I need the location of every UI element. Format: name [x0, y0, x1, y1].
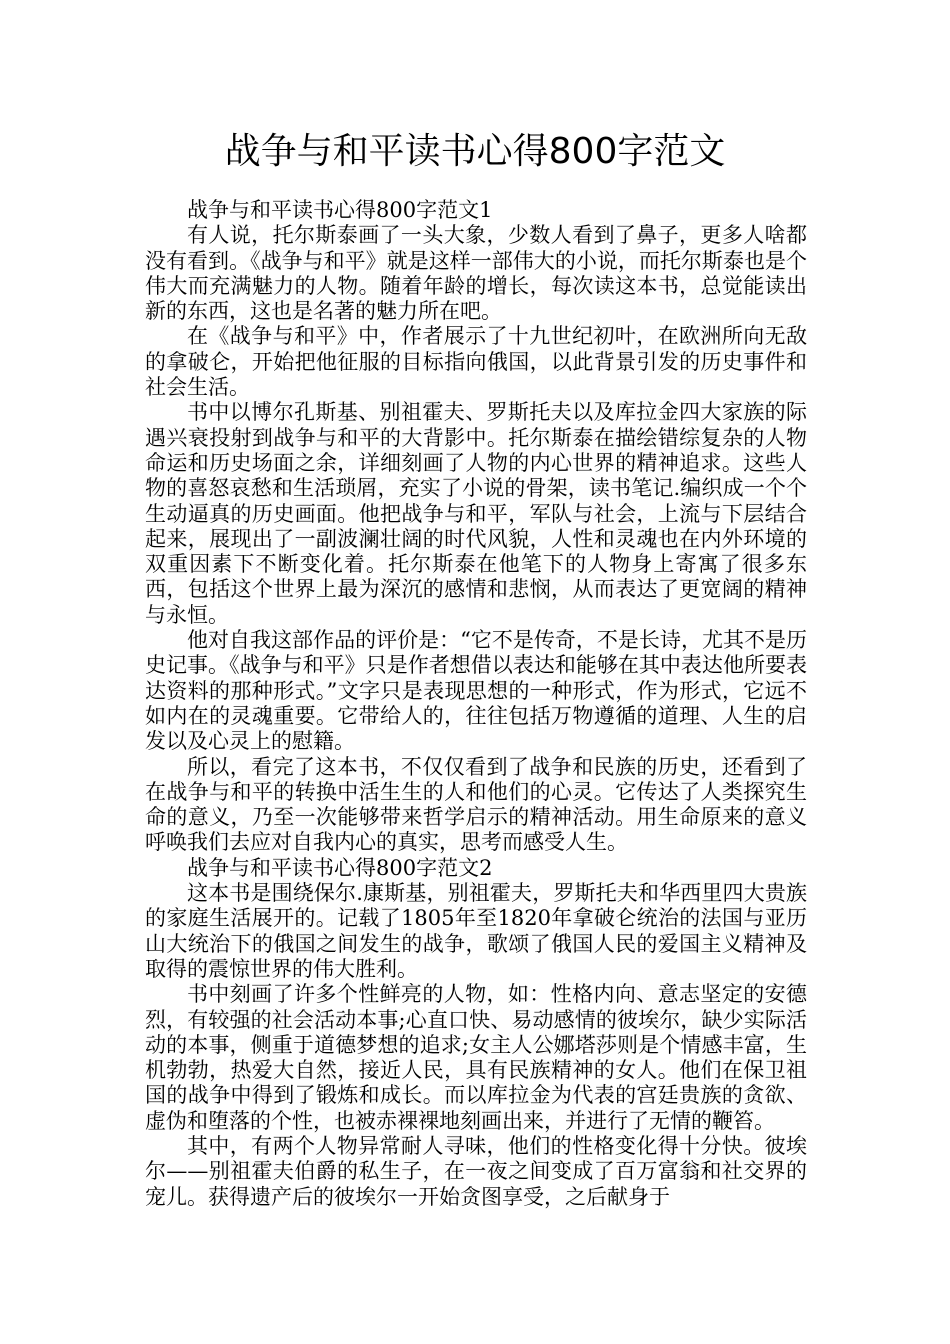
- paragraph: 其中，有两个人物异常耐人寻味，他们的性格变化得十分快。彼埃尔——别祖霍夫伯爵的私生子，在一夜之间变成了百万富翁和社交界的宠儿。获得遗产后的彼埃尔一开始贪图享受，之后献身于: [145, 1133, 807, 1209]
- section-heading: 战争与和平读书心得800字范文1: [187, 198, 493, 222]
- paragraph: 在《战争与和平》中，作者展示了十九世纪初叶，在欧洲所向无敌的拿破仑，开始把他征服的目标指向俄国，以此背景引发的历史事件和社会生活。: [145, 324, 807, 400]
- paragraph: 书中刻画了许多个性鲜亮的人物，如：性格内向、意志坚定的安德烈，有较强的社会活动本事;心直口快、易动感情的彼埃尔，缺少实际活动的本事，侧重于道德梦想的追求;女主人公娜塔莎则是个情感丰富，生机勃勃，热爱大自然，接近人民，具有民族精神的女人。他们在保卫祖国的战争中得到了锻炼和成长。而以库拉金为代表的宫廷贵族的贪欲、虚伪和堕落的个性，也被赤裸裸地刻画出来，并进行了无情的鞭笞。: [145, 982, 807, 1133]
- paragraph: 这本书是围绕保尔.康斯基，别祖霍夫，罗斯托夫和华西里四大贵族的家庭生活展开的。记载了1805年至1820年拿破仑统治的法国与亚历山大统治下的俄国之间发生的战争，歌颂了俄国人民的爱国主义精神及取得的震惊世界的伟大胜利。: [145, 881, 807, 981]
- document-title: 战争与和平读书心得800字范文: [224, 131, 726, 172]
- section-heading: 战争与和平读书心得800字范文2: [187, 855, 493, 880]
- document-body: [145, 198, 807, 1210]
- paragraph: 他对自我这部作品的评价是：“它不是传奇，不是长诗，尤其不是历史记事。《战争与和平》只是作者想借以表达和能够在其中表达他所要表达资料的那种形式。”文字只是表现思想的一种形式，作为形式，它远不如内在的灵魂重要。它带给人的，往往包括万物遵循的道理、人生的启发以及心灵上的慰籍。: [145, 628, 807, 754]
- paragraph: 书中以博尔孔斯基、别祖霍夫、罗斯托夫以及库拉金四大家族的际遇兴衰投射到战争与和平的大背影中。托尔斯泰在描绘错综复杂的人物命运和历史场面之余，详细刻画了人物的内心世界的精神追求。这些人物的喜怒哀愁和生活琐屑，充实了小说的骨架，读书笔记.编织成一个个生动逼真的历史画面。他把战争与和平，军队与社会，上流与下层结合起来，展现出了一副波澜壮阔的时代风貌，人性和灵魂也在内外环境的双重因素下不断变化着。托尔斯泰在他笔下的人物身上寄寓了很多东西，包括这个世界上最为深沉的感情和悲悯，从而表达了更宽阔的精神与永恒。: [145, 400, 807, 627]
- paragraph: 所以，看完了这本书，不仅仅看到了战争和民族的历史，还看到了在战争与和平的转换中活生生的人和他们的心灵。它传达了人类探究生命的意义，乃至一次能够带来哲学启示的精神活动。用生命原来的意义呼唤我们去应对自我内心的真实，思考而感受人生。: [145, 754, 807, 855]
- paragraph: 有人说，托尔斯泰画了一头大象，少数人看到了鼻子，更多人啥都没有看到。《战争与和平》就是这样一部伟大的小说，而托尔斯泰也是个伟大而充满魅力的人物。随着年龄的增长，每次读这本书，总觉能读出新的东西，这也是名著的魅力所在吧。: [145, 223, 807, 324]
